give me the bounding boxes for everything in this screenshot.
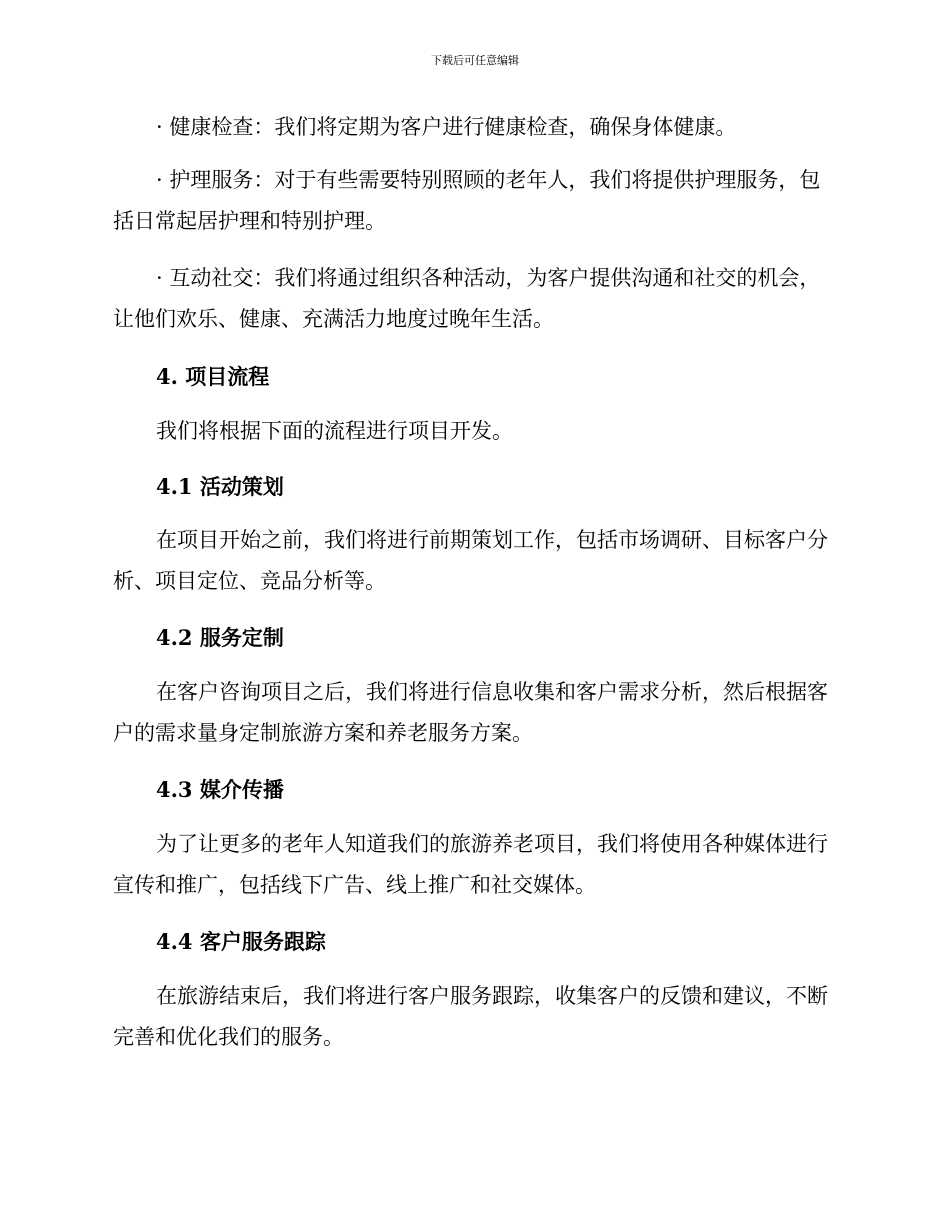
section-4-4-heading: 4.4 客户服务跟踪: [156, 929, 326, 954]
section-4-1-heading: 4.1 活动策划: [156, 474, 284, 499]
bullet-health-check: · 健康检查：我们将定期为客户进行健康检查，确保身体健康。: [156, 115, 737, 139]
bullet-nursing-service: · 护理服务：对于有些需要特别照顾的老年人，我们将提供护理服务，包括日常起居护理和特别护理。: [113, 168, 821, 233]
section-4-4-text: 在旅游结束后，我们将进行客户服务跟踪，收集客户的反馈和建议，不断完善和优化我们的服务。: [113, 984, 828, 1049]
page-header: 下载后可任意编辑: [431, 54, 519, 67]
section-4-3-text: 为了让更多的老年人知道我们的旅游养老项目，我们将使用各种媒体进行宣传和推广，包括线下广告、线上推广和社交媒体。: [113, 832, 828, 897]
section-4-heading: 4. 项目流程: [156, 364, 270, 389]
section-4-intro: 我们将根据下面的流程进行项目开发。: [156, 419, 513, 443]
section-4-2-text: 在客户咨询项目之后，我们将进行信息收集和客户需求分析，然后根据客户的需求量身定制旅游方案和养老服务方案。: [113, 680, 828, 745]
section-4-1-text: 在项目开始之前，我们将进行前期策划工作，包括市场调研、目标客户分析、项目定位、竞品分析等。: [113, 528, 828, 593]
section-4-2-heading: 4.2 服务定制: [156, 625, 284, 650]
bullet-social-interaction: · 互动社交：我们将通过组织各种活动，为客户提供沟通和社交的机会，让他们欢乐、健康、充满活力地度过晚年生活。: [113, 266, 821, 331]
section-4-3-heading: 4.3 媒介传播: [156, 777, 284, 802]
